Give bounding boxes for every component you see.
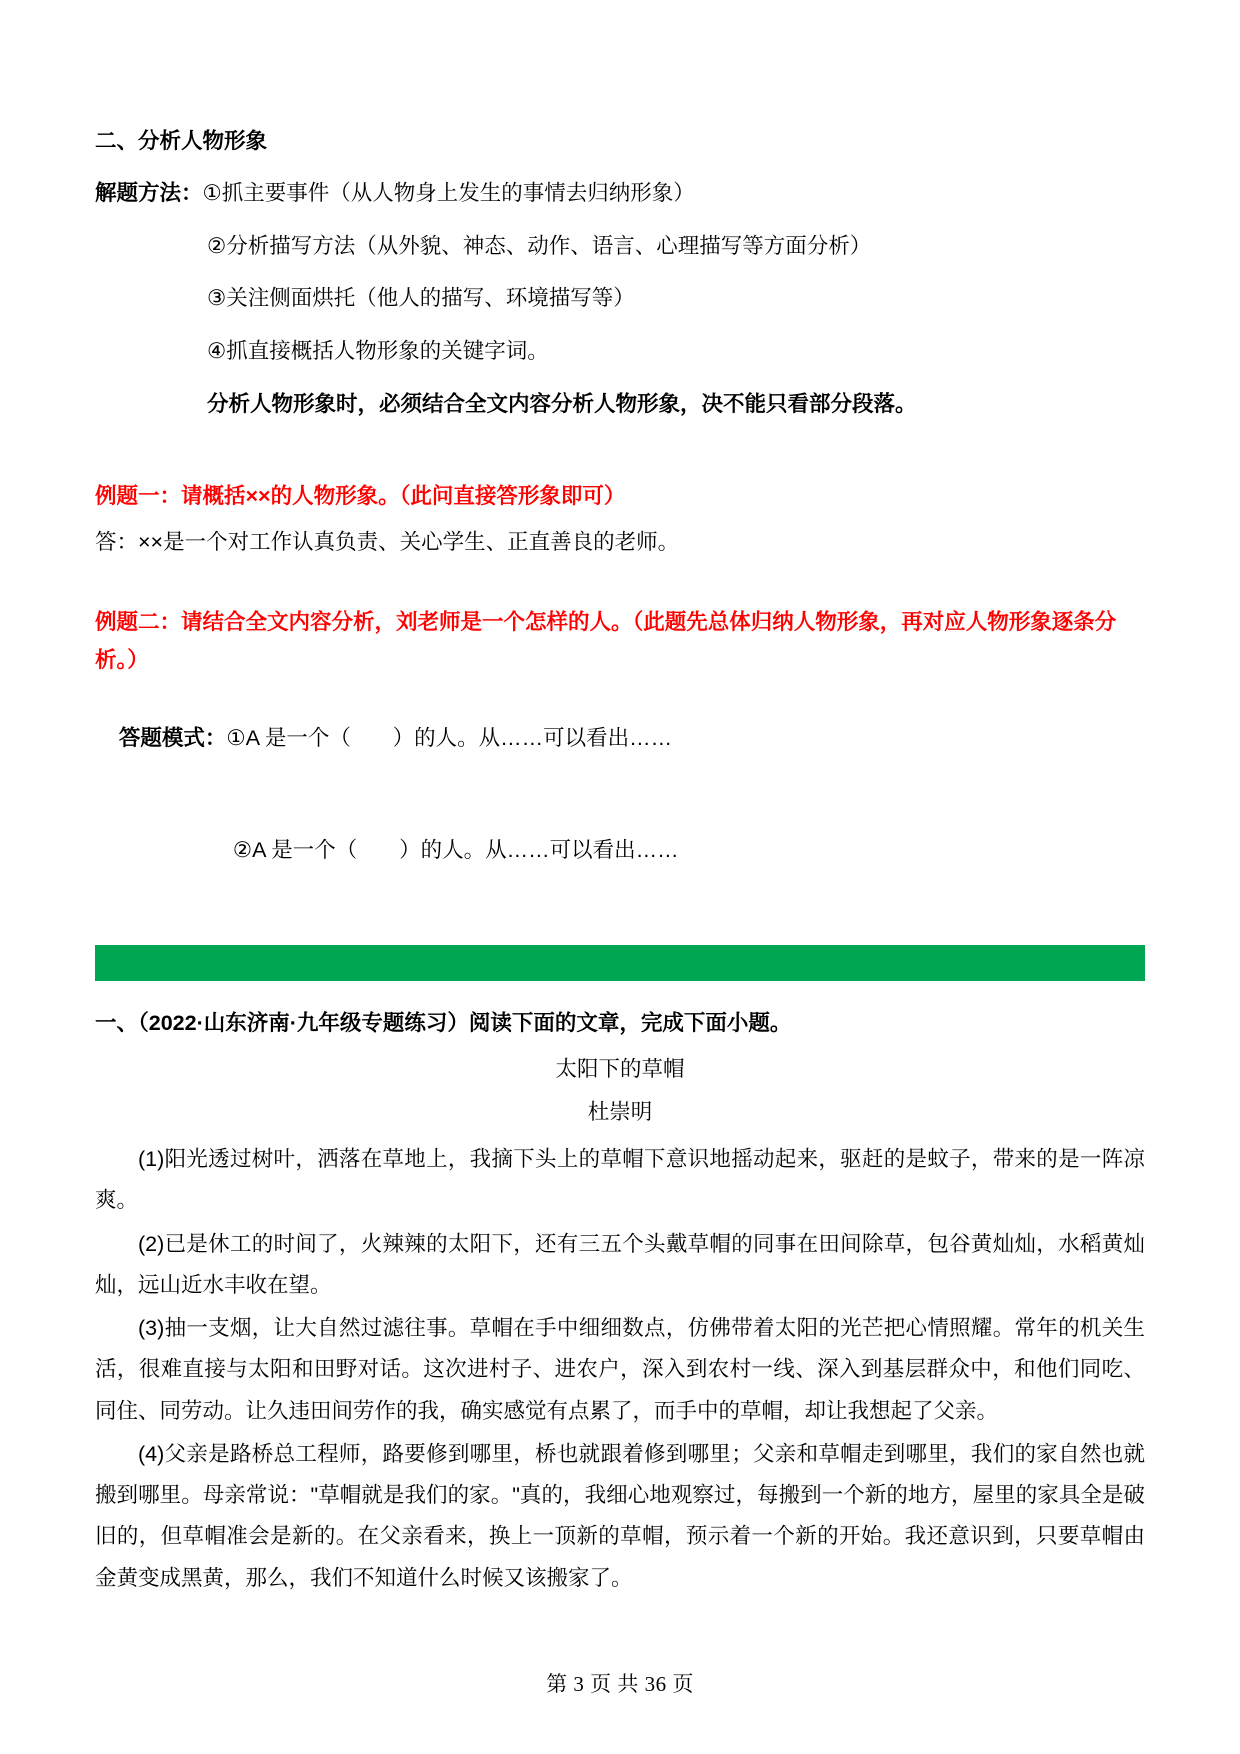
page-footer: 第 3 页 共 36 页: [546, 1672, 694, 1696]
passage-paragraph-1: (1)阳光透过树叶，洒落在草地上，我摘下头上的草帽下意识地摇动起来，驱赶的是蚊子，带来的是一阵凉爽。: [95, 1147, 1145, 1213]
section-heading: 二、分析人物形象: [95, 129, 268, 153]
method-item-1: ①抓主要事件（从人物身上发生的事情去归纳形象）: [202, 181, 695, 205]
method-indent-4: [95, 335, 207, 368]
method-row-4: [95, 335, 1145, 368]
method-item-2: ②分析描写方法（从外貌、神态、动作、语言、心理描写等方面分析）: [207, 233, 872, 258]
method-row-1: [95, 177, 1145, 210]
method-label: 解题方法：: [95, 181, 203, 205]
method-row-2: [95, 230, 1145, 263]
green-divider-bar: [95, 945, 1145, 981]
passage-author: 杜崇明: [587, 1099, 653, 1124]
pattern-item-2: ②A 是一个（ ）的人。从……可以看出……: [232, 838, 679, 863]
spacer-2: [95, 566, 1145, 604]
passage-paragraph-2: (2)已是休工的时间了，火辣辣的太阳下，还有三五个头戴草帽的同事在田间除草，包谷黄灿灿，水稻黄灿灿，远山近水丰收在望。: [95, 1231, 1145, 1297]
method-indent-3: [95, 282, 207, 315]
example-two-title: 例题二：请结合全文内容分析，刘老师是一个怎样的人。（此题先总体归纳人物形象，再对应人物形象逐条分析。）: [95, 610, 1117, 672]
pattern-item-1: ①A 是一个（ ）的人。从……可以看出……: [226, 725, 673, 750]
method-indent-2: [95, 230, 207, 263]
example-one-answer: 答：××是一个对工作认真负责、关心学生、正直善良的老师。: [95, 529, 680, 554]
passage-question-head: 一、（2022·山东济南·九年级专题练习）阅读下面的文章，完成下面小题。: [95, 1010, 792, 1035]
method-note: 分析人物形象时，必须结合全文内容分析人物形象，决不能只看部分段落。: [207, 391, 917, 416]
pattern-label: 答题模式：: [118, 725, 227, 750]
method-item-4: ④抓直接概括人物形象的关键字词。: [207, 339, 549, 364]
passage-paragraph-3: (3)抽一支烟，让大自然过滤往事。草帽在手中细细数点，仿佛带着太阳的光芒把心情照耀。常年的机关生活，很难直接与太阳和田野对话。这次进村子、进农户，深入到农村一线、深入到基层群众中，和他们同吃、同住、同劳动。让久违田间劳作的我，确实感觉有点累了，而手中的草帽，却让我想起了父亲。: [95, 1316, 1145, 1423]
pattern-row-1: [95, 689, 1145, 786]
method-item-3: ③关注侧面烘托（他人的描写、环境描写等）: [207, 286, 635, 311]
method-row-3: [95, 282, 1145, 315]
pattern-row-2: [95, 802, 1145, 899]
passage-paragraph-4: (4)父亲是路桥总工程师，路要修到哪里，桥也就跟着修到哪里；父亲和草帽走到哪里，我们的家自然也就搬到哪里。母亲常说："草帽就是我们的家。"真的，我细心地观察过，每搬到一个新的地方，屋里的家具全是破旧的，但草帽准会是新的。在父亲看来，换上一顶新的草帽，预示着一个新的开始。我还意识到，只要草帽由金黄变成黑黄，那么，我们不知道什么时候又该搬家了。: [95, 1441, 1145, 1590]
spacer-1: [95, 440, 1145, 478]
example-one-title: 例题一：请概括××的人物形象。（此问直接答形象即可）: [95, 484, 626, 509]
passage-title: 太阳下的草帽: [555, 1057, 685, 1082]
